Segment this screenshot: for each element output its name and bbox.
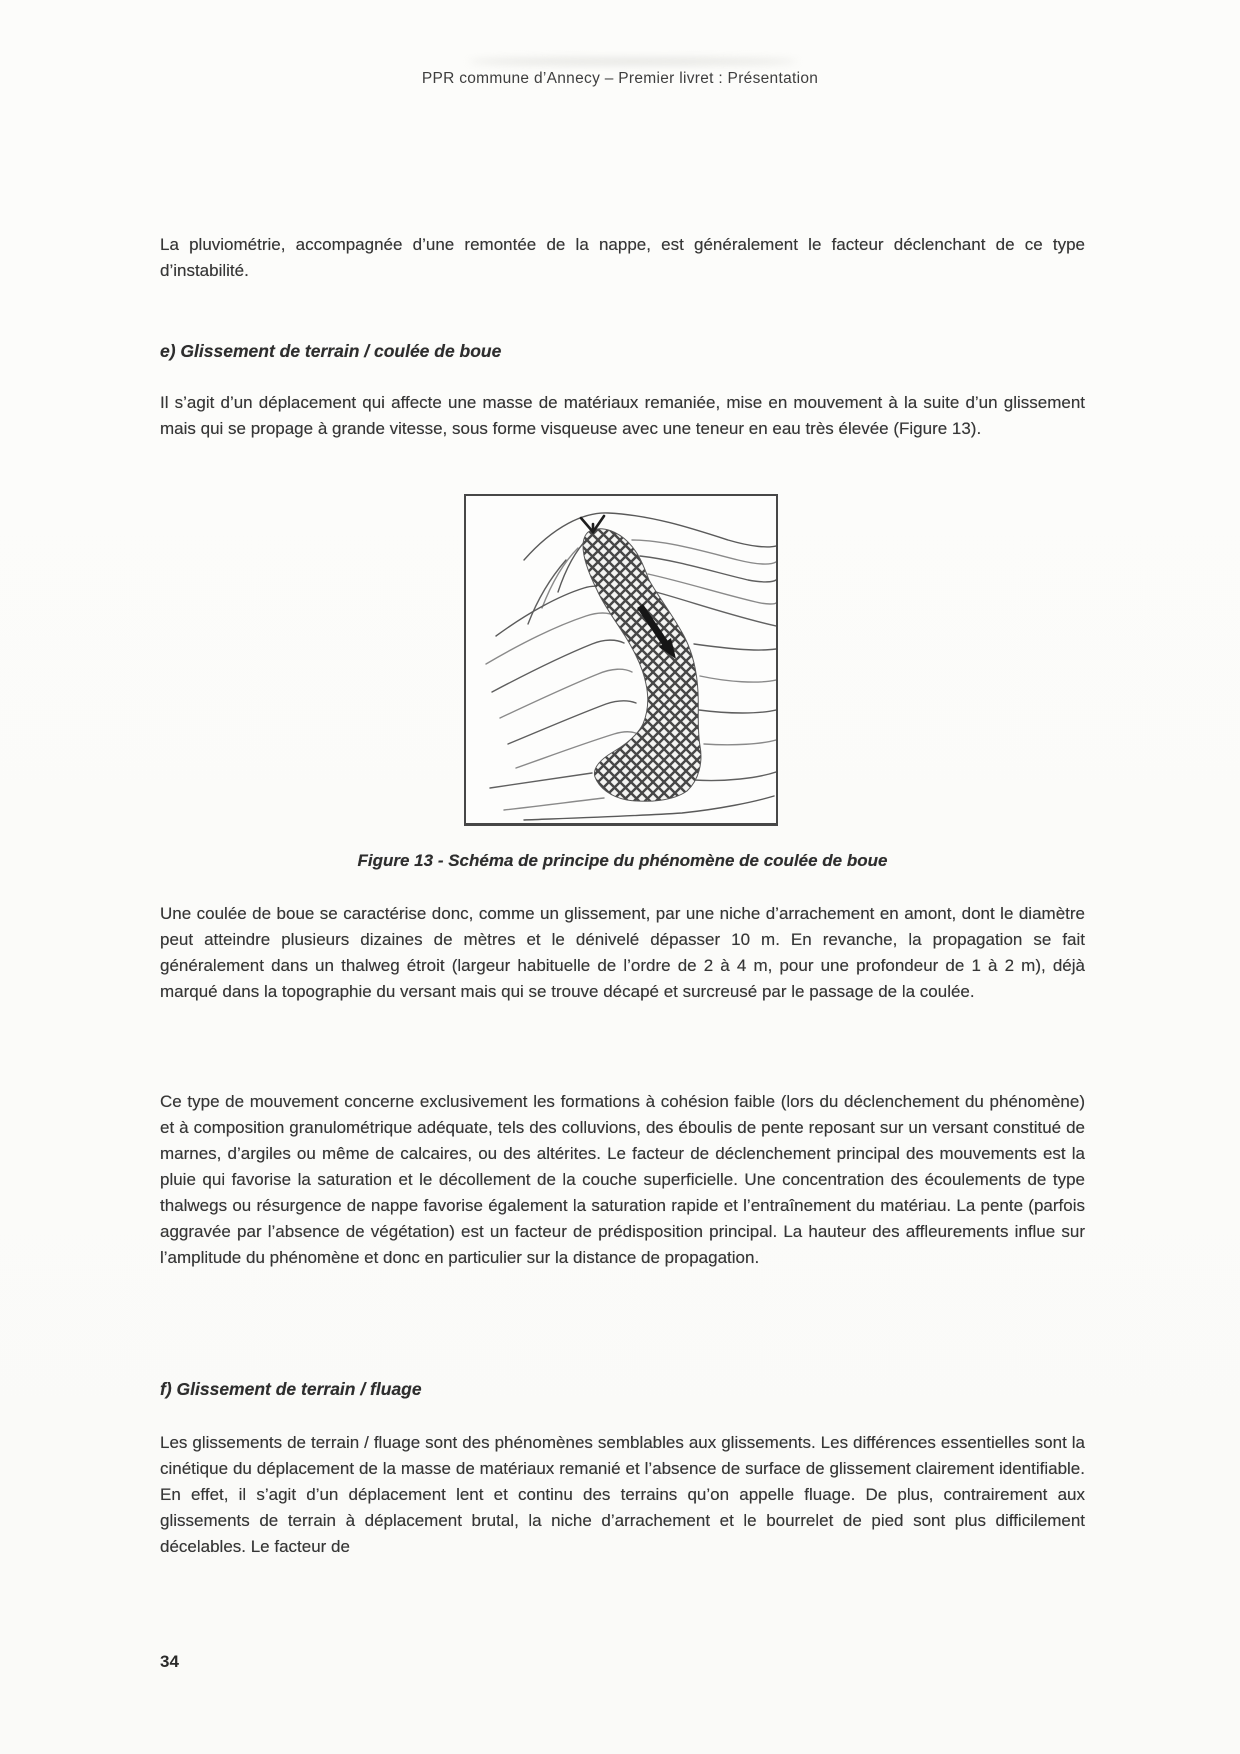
page-header: PPR commune d’Annecy – Premier livret : Présentation [421,70,819,87]
heading-section-f: f) Glissement de terrain / fluage [160,1379,422,1399]
scan-artifact [468,58,798,65]
figure13-caption: Figure 13 - Schéma de principe du phénomène de coulée de boue [357,851,888,870]
paragraph-e3: Ce type de mouvement concerne exclusivement les formations à cohésion faible (lors du déclenchement du phénomène) et à composition granulométrique adéquate, tels des colluvions, des éboulis de pente reposant sur un versant constitué de marnes, d’argiles ou même de calcaires, ou des altérites. Le facteur de déclenchement principal des mouvements est la pluie qui favorise la saturation et le décollement de la couche superficielle. Une concentration des écoulements de type thalwegs ou résurgence de nappe favorise également la saturation rapide et l’entraînement du matériau. La pente (parfois aggravée par l’absence de végétation) est un facteur de prédisposition principal. La hauteur des affleurements influe sur l’amplitude du phénomène et donc en particulier sur la distance de propagation. [160,1092,1085,1267]
mudflow-schematic [466,496,776,823]
paragraph-f1: Les glissements de terrain / fluage sont des phénomènes semblables aux glissements. Les différences essentielles sont la cinétique du déplacement de la masse de matériaux remanié et l’absence de surface de glissement clairement identifiable. En effet, il s’agit d’un déplacement lent et continu des terrains qu’on appelle fluage. De plus, contrairement aux glissements de terrain à déplacement brutal, la niche d’arrachement et le bourrelet de pied sont plus difficilement décelables. Le facteur de [160,1433,1085,1556]
paragraph-e1: Il s’agit d’un déplacement qui affecte une masse de matériaux remaniée, mise en mouvement à la suite d’un glissement mais qui se propage à grande vitesse, sous forme visqueuse avec une teneur en eau très élevée (Figure 13). [160,393,1085,438]
page-number: 34 [160,1652,179,1671]
heading-section-e: e) Glissement de terrain / coulée de boue [160,341,502,361]
figure13-diagram [464,494,778,826]
paragraph-e2: Une coulée de boue se caractérise donc, comme un glissement, par une niche d’arrachement en amont, dont le diamètre peut atteindre plusieurs dizaines de mètres et le dénivelé dépasser 10 m. En revanche, la propagation se fait généralement dans un thalweg étroit (largeur habituelle de l’ordre de 2 à 4 m, pour une profondeur de 1 à 2 m), déjà marqué dans la topographie du versant mais qui se trouve décapé et surcreusé par le passage de la coulée. [160,904,1085,1001]
mudflow-shape [583,529,701,802]
paragraph-intro: La pluviométrie, accompagnée d’une remontée de la nappe, est généralement le facteur déclenchant de ce type d’instabilité. [160,235,1085,280]
